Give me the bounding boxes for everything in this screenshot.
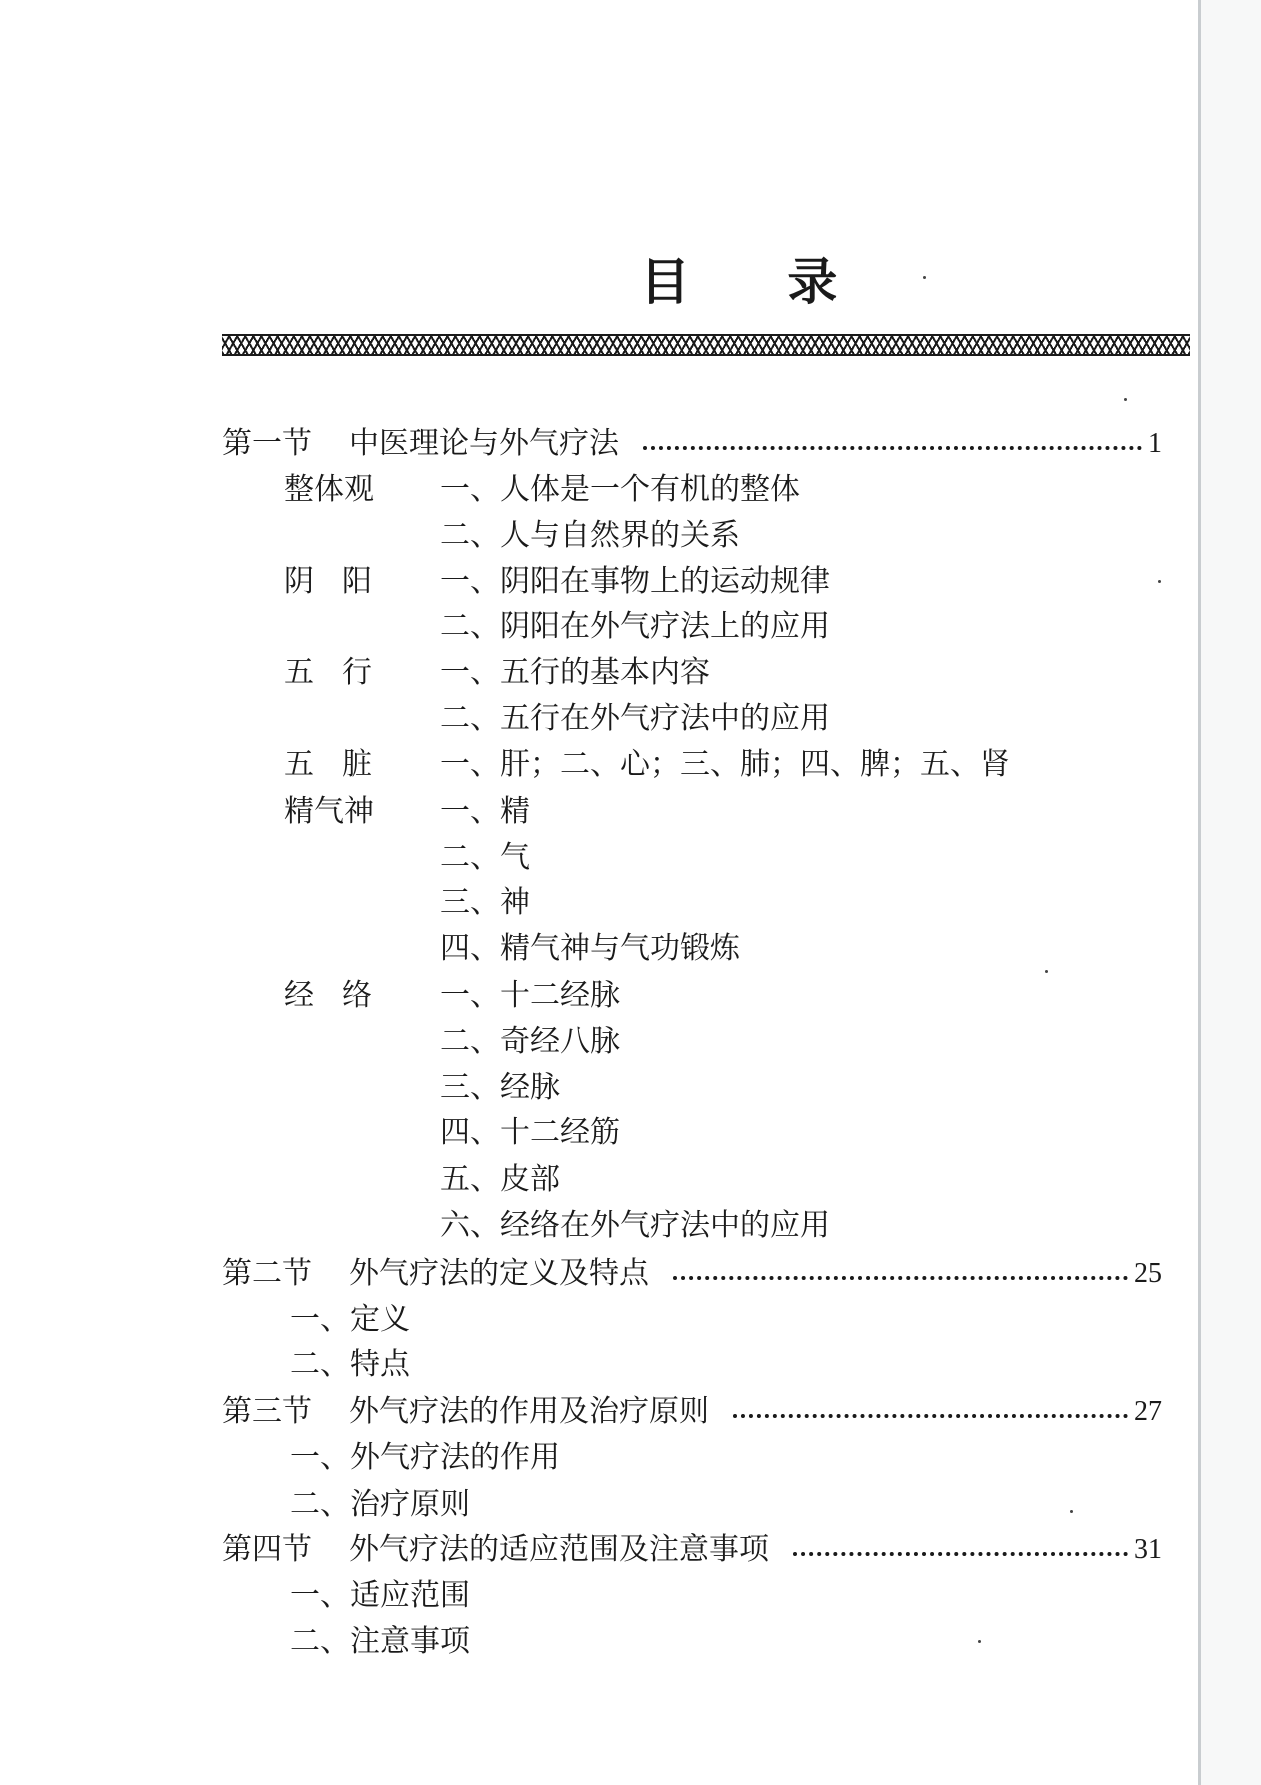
page-number: 25 — [1134, 1258, 1162, 1289]
toc-section-3[interactable] — [222, 1392, 1162, 1432]
toc-item[interactable]: 二、气 — [440, 840, 530, 875]
scan-speck — [1070, 1510, 1073, 1513]
section-title: 外气疗法的适应范围及注意事项 — [349, 1532, 769, 1567]
toc-item[interactable]: 一、十二经脉 — [440, 978, 620, 1013]
toc-item[interactable]: 五、皮部 — [440, 1162, 560, 1197]
dot-leader — [733, 1414, 1128, 1418]
section-title: 外气疗法的作用及治疗原则 — [349, 1394, 709, 1429]
toc-item[interactable]: 三、神 — [440, 885, 530, 920]
page-number: 1 — [1148, 428, 1162, 459]
category-wuxing: 五行 — [284, 655, 400, 690]
toc-item[interactable]: 四、十二经筋 — [440, 1115, 620, 1150]
dot-leader — [673, 1276, 1128, 1280]
toc-section-4[interactable] — [222, 1530, 1162, 1570]
category-zhengti: 整体观 — [284, 472, 374, 507]
section-label: 第二节 — [222, 1256, 312, 1291]
category-jingqishen: 精气神 — [284, 794, 374, 829]
toc-section-2[interactable] — [222, 1254, 1162, 1294]
scan-margin — [1201, 0, 1261, 1785]
category-wuzang: 五脏 — [284, 747, 400, 782]
section-title: 外气疗法的定义及特点 — [349, 1256, 649, 1291]
scan-speck — [923, 276, 926, 279]
toc-item[interactable]: 一、人体是一个有机的整体 — [440, 472, 800, 507]
page-title: 目 录 — [640, 252, 878, 311]
dot-leader — [793, 1552, 1128, 1556]
scan-speck — [1045, 970, 1048, 973]
toc-item[interactable]: 二、注意事项 — [290, 1624, 470, 1659]
category-jingluo: 经络 — [284, 978, 400, 1013]
section-title: 中医理论与外气疗法 — [349, 426, 619, 461]
toc-item[interactable]: 二、人与自然界的关系 — [440, 518, 740, 553]
toc-item[interactable]: 一、适应范围 — [290, 1578, 470, 1613]
decorative-rule — [222, 334, 1190, 356]
scan-speck — [1124, 398, 1127, 401]
toc-item[interactable]: 一、精 — [440, 794, 530, 829]
category-yinyang: 阴阳 — [284, 564, 400, 599]
scan-speck — [978, 1640, 981, 1643]
toc-item[interactable]: 一、定义 — [290, 1302, 410, 1337]
toc-item[interactable]: 二、特点 — [290, 1347, 410, 1382]
toc-section-1[interactable] — [222, 424, 1162, 464]
toc-item[interactable]: 一、阴阳在事物上的运动规律 — [440, 564, 830, 599]
toc-item[interactable]: 二、奇经八脉 — [440, 1024, 620, 1059]
section-label: 第三节 — [222, 1394, 312, 1429]
toc-item[interactable]: 一、外气疗法的作用 — [290, 1440, 560, 1475]
toc-item[interactable]: 一、五行的基本内容 — [440, 655, 710, 690]
toc-item[interactable]: 一、肝；二、心；三、肺；四、脾；五、肾 — [440, 747, 1010, 782]
toc-item[interactable]: 四、精气神与气功锻炼 — [440, 931, 740, 966]
toc-item[interactable]: 二、五行在外气疗法中的应用 — [440, 701, 830, 736]
section-label: 第四节 — [222, 1532, 312, 1567]
toc-item[interactable]: 三、经脉 — [440, 1070, 560, 1105]
toc-item[interactable]: 六、经络在外气疗法中的应用 — [440, 1208, 830, 1243]
toc-item[interactable]: 二、治疗原则 — [290, 1487, 470, 1522]
scan-edge-line — [1198, 0, 1201, 1785]
page-number: 27 — [1134, 1396, 1162, 1427]
page-number: 31 — [1134, 1534, 1162, 1565]
scan-speck — [1158, 580, 1161, 583]
section-label: 第一节 — [222, 426, 312, 461]
dot-leader — [643, 446, 1142, 450]
toc-item[interactable]: 二、阴阳在外气疗法上的应用 — [440, 609, 830, 644]
